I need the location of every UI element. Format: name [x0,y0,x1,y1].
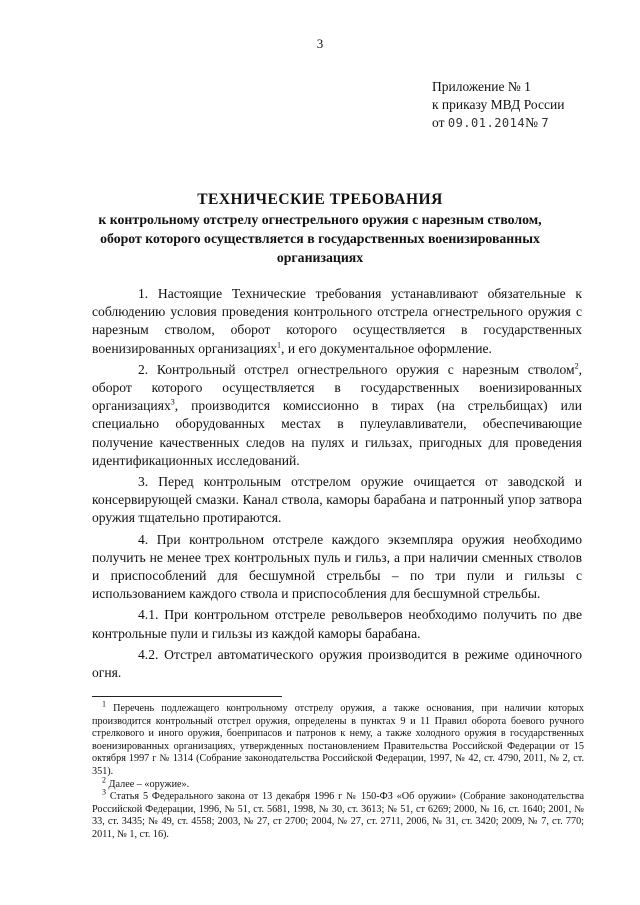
footnote-ref-1: 1 [277,340,282,350]
footnotes [92,699,584,842]
footnote-3 [92,787,584,841]
appendix-line-2: к приказу МВД России [432,97,565,112]
paragraph-1 [92,285,582,358]
footnote-ref-2: 2 [574,361,579,371]
paragraph-4-1: 4.1. При контрольном отстреле револьверов необходимо получить по две контрольные пули и гильзы из каждой каморы барабана. [92,607,582,641]
paragraph-2-tail: , производится комиссионно в тирах (на стрельбищах) или специально оборудованных местах в пулеулавливатели, обеспечивающие получение качественных следов на пулях и гильзах, пригодных для проведения идентификационных исследований. [92,398,582,468]
appendix-header [432,78,632,132]
document-title [95,190,545,267]
paragraph-2-middle: , оборот которого осуществляется в государственных военизированных организациях [92,361,582,414]
paragraph-3: 3. Перед контрольным отстрелом оружие очищается от заводской и консервирующей смазки. Канал ствола, каморы барабана и патронный упор затвора оружия тщательно протираются. [92,474,582,526]
paragraph-4: 4. При контрольном отстреле каждого экземпляра оружия необходимо получить не менее трех контрольных пуль и гильз, а при наличии сменных стволов и приспособлений для бесшумной стрельбы – по три пули и гильзы с использованием каждого ствола и приспособления для бесшумной стрельбы. [92,531,582,602]
document-body [92,285,582,685]
paragraph-2-text: 2. Контрольный отстрел огнестрельного оружия с нарезным стволом [138,361,575,377]
paragraph-1-tail: , и его документальное оформление. [281,340,492,356]
number-sign: № [525,115,538,130]
footnote-mark-1: 1 [102,699,106,709]
order-number: 7 [541,116,550,130]
footnote-1-text: Перечень подлежащего контрольному отстрелу оружия, а также основания, при наличии которых производится контрольный отстрел оружия, определены в пунктах 9 и 11 Правил оборота боевого ручного стрелкового и иного оружия, боеприпасов и патронов к нему, а также холодного оружия в государственных военизированных организациях, утвержденных постановлением Правительства Российской Федерации от 15 октября 1997 г № 1314 (Собрание законодательства Российской Федерации, 1997, № 42, ст. 4790, 2011, № 2, ст. 351). [92,703,584,777]
title-subtitle: к контрольному отстрелу огнестрельного оружия с нарезным стволом, оборот которого осуществляется в государственных военизированных организациях [98,212,542,265]
appendix-line-3 [432,114,632,132]
title-main: ТЕХНИЧЕСКИЕ ТРЕБОВАНИЯ [197,191,443,208]
footnote-1 [92,699,584,779]
appendix-from: от [432,115,445,130]
order-date: 09.01.2014 [447,116,526,130]
footnote-mark-2: 2 [102,775,106,785]
appendix-line-1: Приложение № 1 [432,79,531,94]
page-number: 3 [316,36,324,51]
footnote-divider [92,696,282,697]
footnote-2-text: Далее – «оружие». [108,778,190,790]
paragraph-4-2: 4.2. Отстрел автоматического оружия производится в режиме одиночного огня. [92,646,582,681]
footnote-3-text: Статья 5 Федерального закона от 13 декабря 1996 г № 150-ФЗ «Об оружии» (Собрание законодательства Российской Федерации, 1996, № 51, ст. 5681, 1998, № 30, ст. 3613; № 51, ст 6269; 2000, № 16, ст. 1640; 2001, № 33, ст. 3435; № 49, ст. 4558; 2003, № 27, ст 2700; 2004, № 27, ст. 2711, 2006, № 31, ст. 3420; 2009, № 7, ст. 770; 2011, № 1, ст. 16). [92,791,584,840]
paragraph-1-text: 1. Настоящие Технические требования устанавливают обязательные к соблюдению условия проведения контрольного отстрела огнестрельного оружия с нарезным стволом, оборот которого осуществляется в государственных военизированных организациях [92,286,582,356]
footnote-ref-3: 3 [170,397,175,407]
paragraph-2 [92,361,582,470]
footnote-2 [92,775,584,792]
footnote-mark-3: 3 [102,787,106,797]
